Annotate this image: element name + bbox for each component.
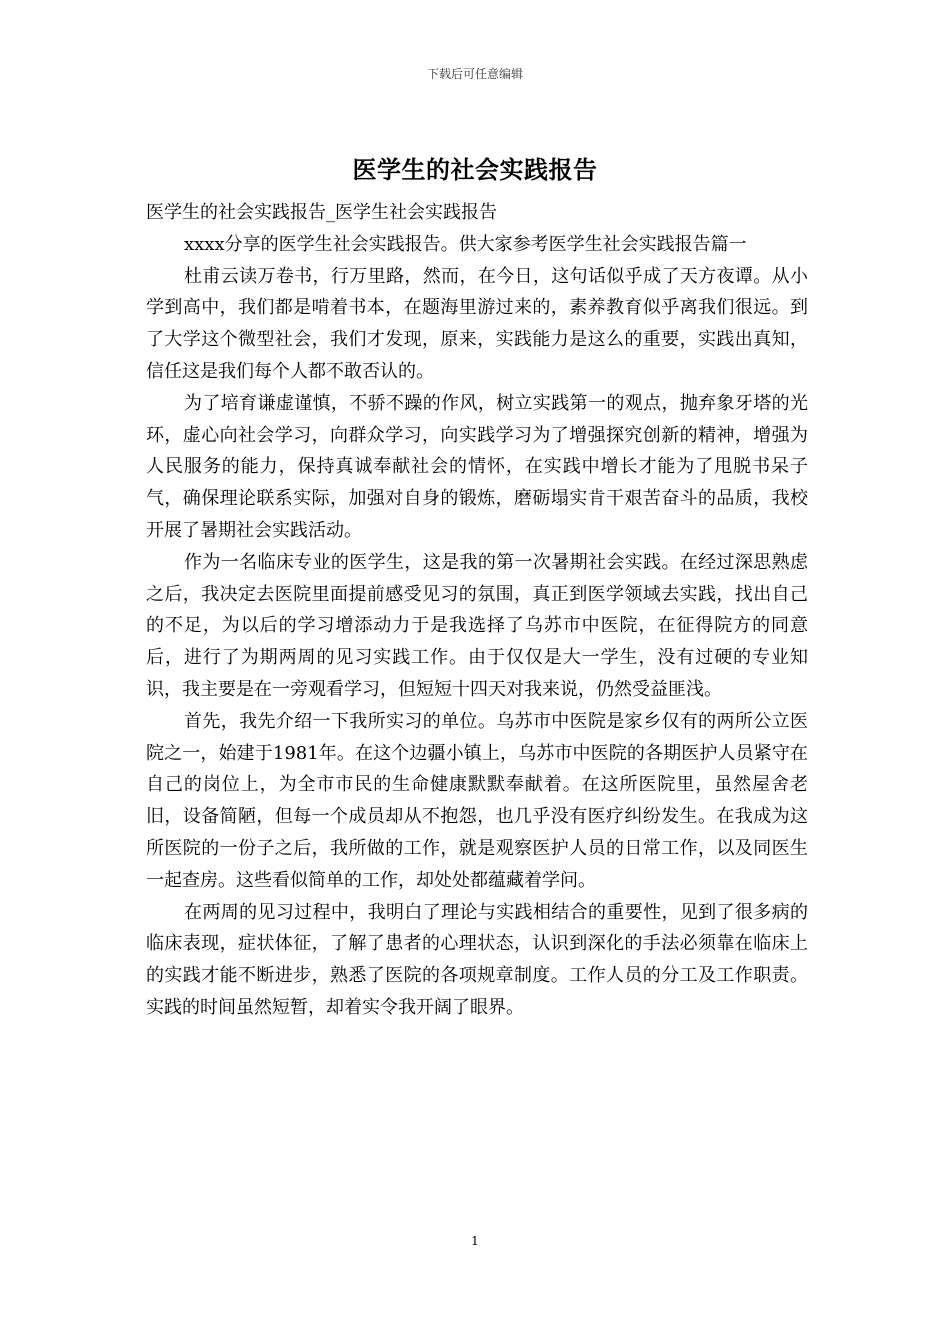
page-header-note: 下载后可任意编辑	[426, 67, 523, 81]
paragraph-1: 杜甫云读万卷书，行万里路，然而，在今日，这句话似乎成了天方夜谭。从小学到高中，我们都是啃着书本，在题海里游过来的，素养教育似乎离我们很远。到了大学这个微型社会，我们才发现，原来，实践能力是这么的重要，实践出真知，信任这是我们每个人都不敢否认的。	[146, 265, 808, 382]
paragraph-4: 首先，我先介绍一下我所实习的单位。乌苏市中医院是家乡仅有的两所公立医院之一，始建于1981年。在这个边疆小镇上，乌苏市中医院的各期医护人员紧守在自己的岗位上，为全市市民的生命健康默默奉献着。在这所医院里，虽然屋舍老旧，设备简陋，但每一个成员却从不抱怨，也几乎没有医疗纠纷发生。在我成为这所医院的一份子之后，我所做的工作，就是观察医护人员的日常工作，以及同医生一起查房。这些看似简单的工作，却处处都蕴藏着学问。	[146, 710, 808, 891]
document-subtitle: 医学生的社会实践报告_医学生社会实践报告	[146, 202, 497, 223]
page-number: 1	[471, 1234, 479, 1248]
document-title: 医学生的社会实践报告	[352, 155, 598, 184]
document-body	[146, 197, 808, 1024]
paragraph-5: 在两周的见习过程中，我明白了理论与实践相结合的重要性，见到了很多病的临床表现，症状体征，了解了患者的心理状态，认识到深化的手法必须靠在临床上的实践才能不断进步，熟悉了医院的各项规章制度。工作人员的分工及工作职责。实践的时间虽然短暂，却着实令我开阔了眼界。	[146, 901, 808, 1018]
paragraph-intro: xxxx分享的医学生社会实践报告。供大家参考医学生社会实践报告篇一	[184, 233, 747, 255]
paragraph-3: 作为一名临床专业的医学生，这是我的第一次暑期社会实践。在经过深思熟虑之后，我决定去医院里面提前感受见习的氛围，真正到医学领域去实践，找出自己的不足，为以后的学习增添动力于是我选择了乌苏市中医院，在征得院方的同意后，进行了为期两周的见习实践工作。由于仅仅是大一学生，没有过硬的专业知识，我主要是在一旁观看学习，但短短十四天对我来说，仍然受益匪浅。	[146, 551, 808, 700]
paragraph-2: 为了培育谦虚谨慎，不骄不躁的作风，树立实践第一的观点，抛弃象牙塔的光环，虚心向社会学习，向群众学习，向实践学习为了增强探究创新的精神，增强为人民服务的能力，保持真诚奉献社会的情怀，在实践中增长才能为了甩脱书呆子气，确保理论联系实际，加强对自身的锻炼，磨砺塌实肯干艰苦奋斗的品质，我校开展了暑期社会实践活动。	[146, 392, 808, 541]
